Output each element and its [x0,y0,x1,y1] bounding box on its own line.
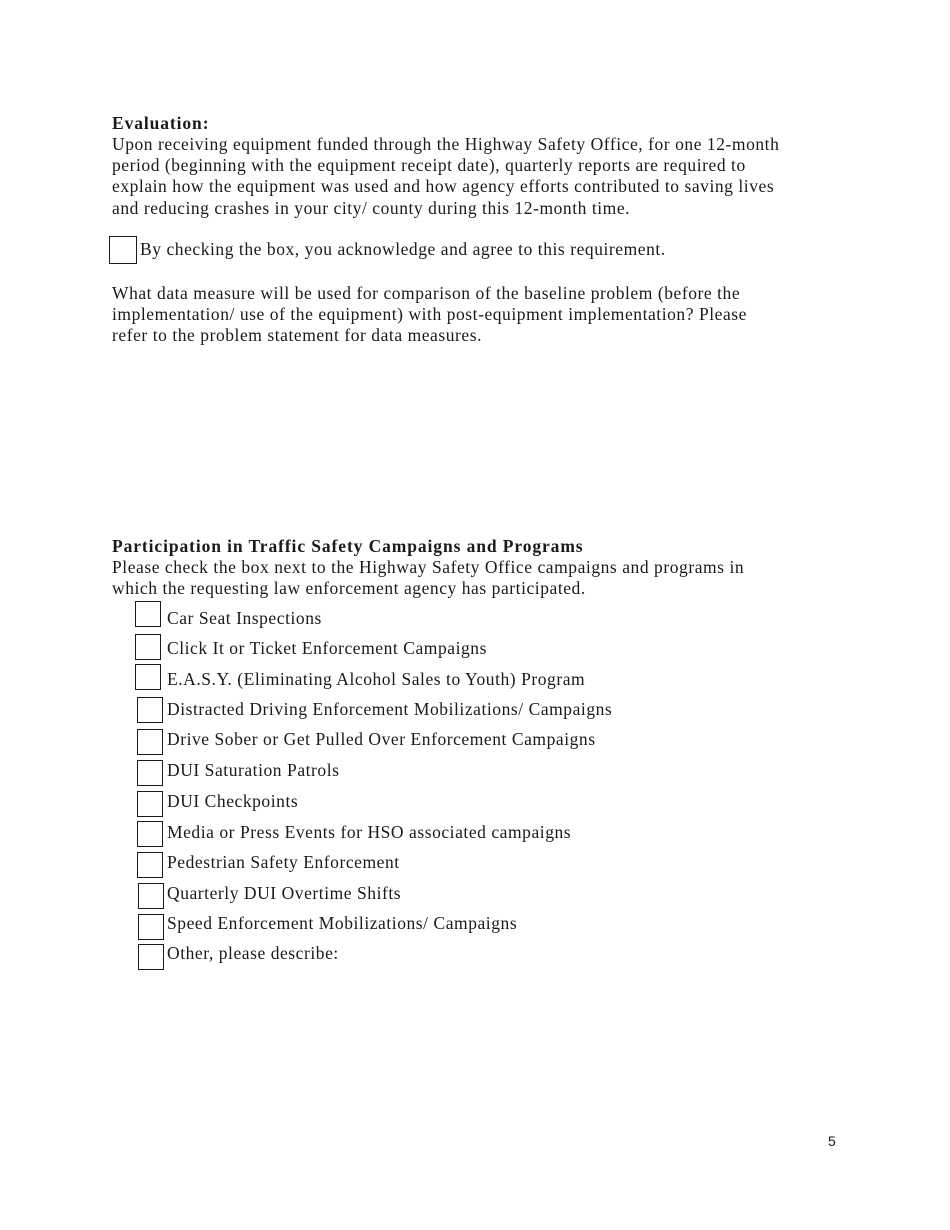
evaluation-heading: Evaluation: [112,113,210,133]
evaluation-paragraph-line: and reducing crashes in your city/ county during this 12-month time. [112,197,631,218]
page-number: 5 [828,1133,836,1149]
campaign-checkbox[interactable] [137,852,163,878]
data-measure-line: refer to the problem statement for data measures. [112,325,483,346]
campaign-item [135,664,695,692]
campaign-checkbox[interactable] [137,821,163,847]
campaign-label: Pedestrian Safety Enforcement [167,852,400,872]
campaign-label: Media or Press Events for HSO associated campaigns [167,822,572,842]
campaign-label: Click It or Ticket Enforcement Campaigns [167,638,487,658]
campaign-item [138,883,698,911]
campaign-checkbox[interactable] [137,760,163,786]
campaign-checkbox[interactable] [138,944,164,970]
participation-intro-line: Please check the box next to the Highway Safety Office campaigns and programs in [112,557,745,577]
campaign-item [135,634,695,662]
campaign-item [135,601,695,629]
campaign-label: Speed Enforcement Mobilizations/ Campaigns [167,913,518,933]
campaign-checkbox[interactable] [137,791,163,817]
campaign-item [137,697,697,725]
campaign-item [137,821,697,849]
campaign-checkbox[interactable] [137,697,163,723]
acknowledge-checkbox[interactable] [109,236,137,264]
campaign-label: Distracted Driving Enforcement Mobilizations/ Campaigns [167,699,613,719]
evaluation-paragraph [112,134,852,219]
campaign-item [138,944,698,972]
campaign-checkbox[interactable] [137,729,163,755]
evaluation-paragraph-line: Upon receiving equipment funded through the Highway Safety Office, for one 12-month [112,134,780,154]
campaign-label: Drive Sober or Get Pulled Over Enforcement Campaigns [167,729,596,749]
campaign-checkbox[interactable] [138,883,164,909]
participation-heading: Participation in Traffic Safety Campaigns and Programs [112,536,584,556]
campaign-item [137,852,697,880]
campaign-checkbox[interactable] [135,634,161,660]
acknowledge-label: By checking the box, you acknowledge and agree to this requirement. [140,239,666,259]
campaign-label: Quarterly DUI Overtime Shifts [167,883,402,903]
data-measure-line: implementation/ use of the equipment) with post-equipment implementation? Please [112,304,747,325]
campaign-label: Other, please describe: [167,943,339,963]
campaign-item [137,760,697,788]
campaign-item [137,791,697,819]
evaluation-paragraph-line: explain how the equipment was used and how agency efforts contributed to saving lives [112,176,775,197]
campaign-label: DUI Checkpoints [167,791,299,811]
campaign-item [138,914,698,942]
evaluation-paragraph-line: period (beginning with the equipment receipt date), quarterly reports are required to [112,155,746,176]
campaign-checkbox[interactable] [135,601,161,627]
campaign-label: E.A.S.Y. (Eliminating Alcohol Sales to Youth) Program [167,669,586,689]
campaign-item [137,729,697,757]
campaign-label: DUI Saturation Patrols [167,760,340,780]
data-measure-question [112,283,852,347]
participation-intro [112,557,852,599]
campaign-checkbox[interactable] [138,914,164,940]
acknowledge-row [109,236,809,264]
campaign-checkbox[interactable] [135,664,161,690]
participation-intro-line: which the requesting law enforcement agency has participated. [112,578,586,599]
data-measure-line: What data measure will be used for comparison of the baseline problem (before the [112,283,741,303]
campaign-label: Car Seat Inspections [167,608,322,628]
